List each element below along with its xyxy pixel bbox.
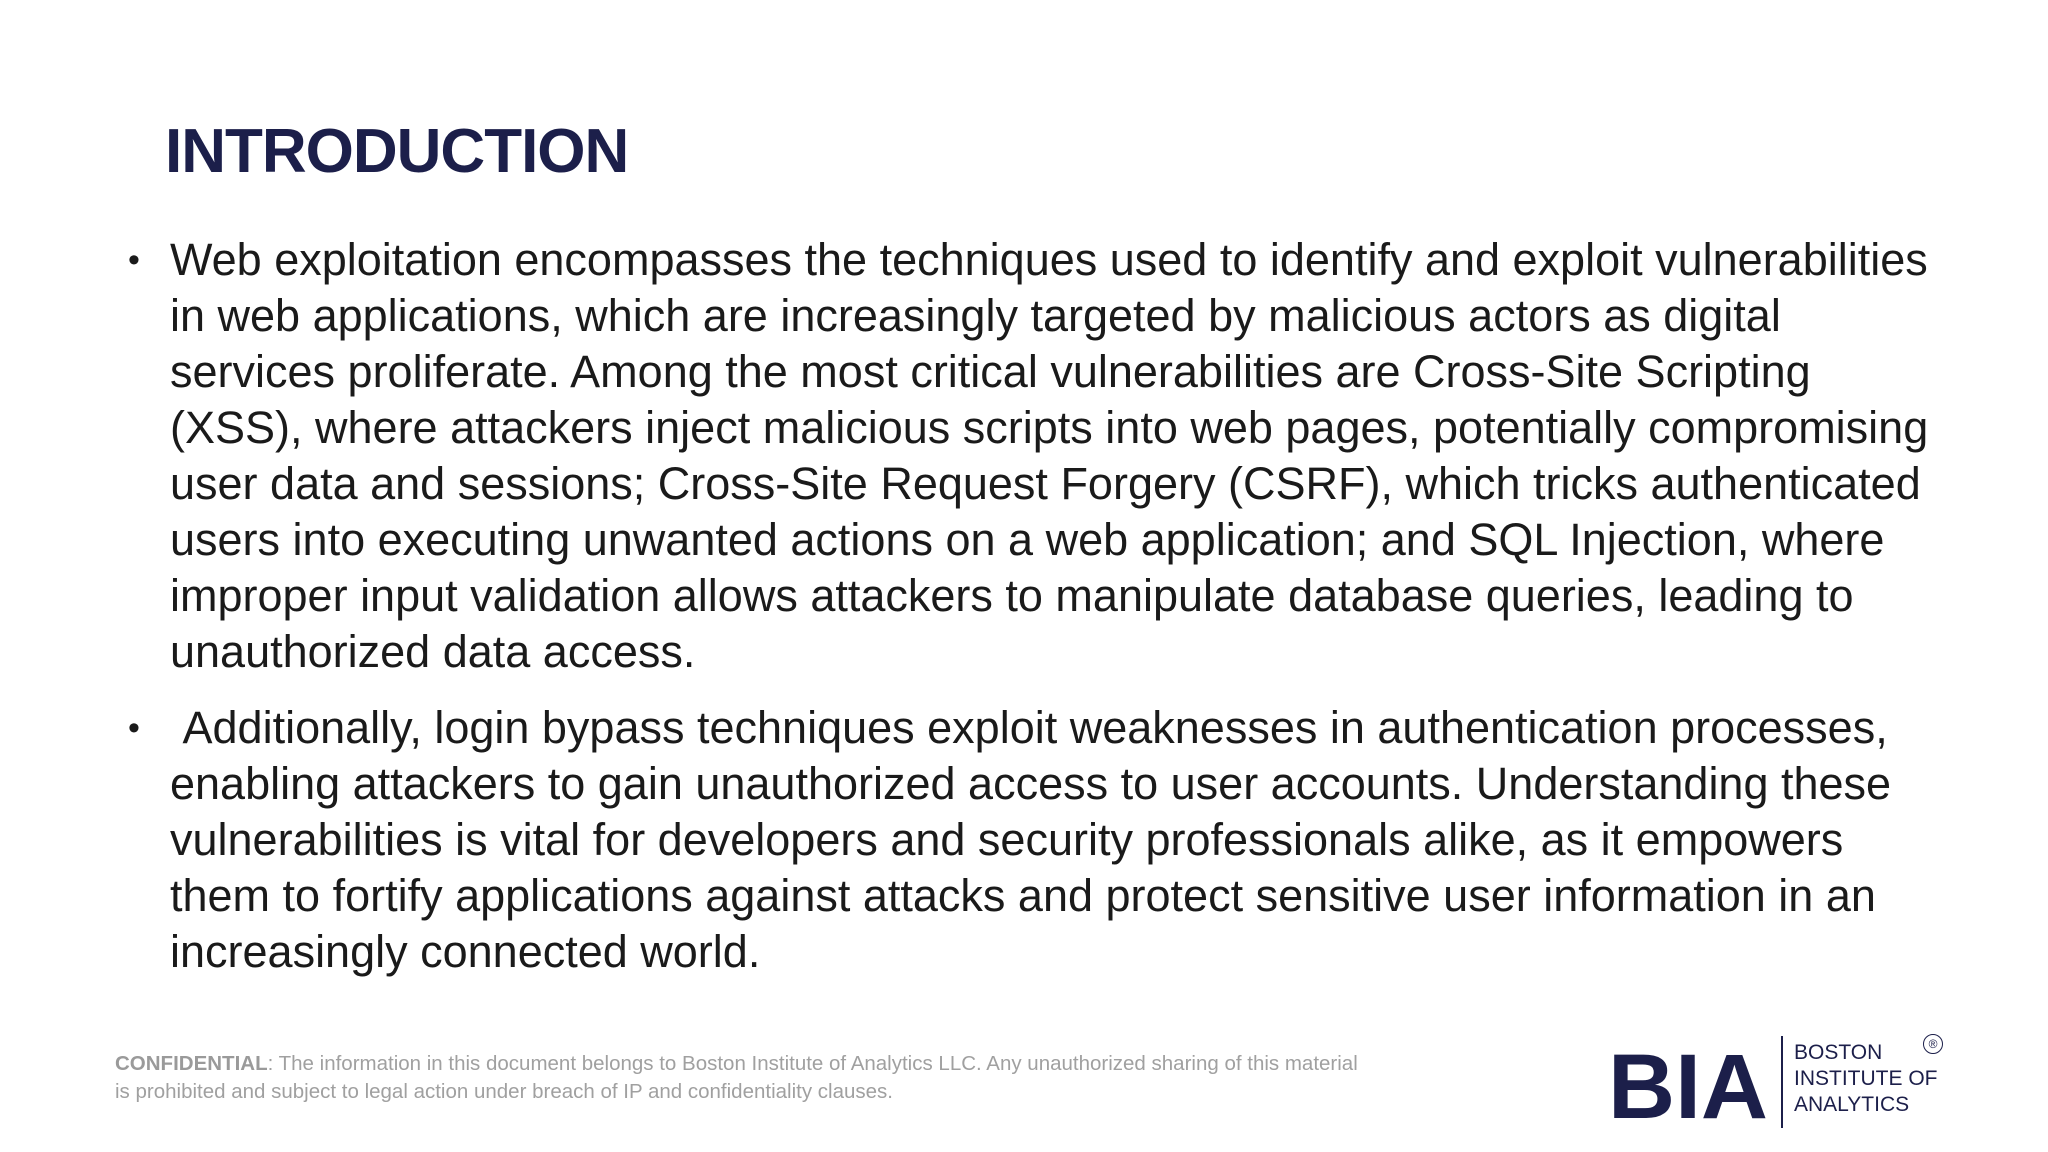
- bullet-marker: •: [128, 709, 140, 747]
- bullet-text: Web exploitation encompasses the techniques used to identify and exploit vulnerabilities in web applications, which are increasingly targeted by malicious actors as digital services proliferate. Among the most critical vulnerabilities are Cross-Site Scripting (XSS), where attackers inject malicious scripts into web pages, potentially compromising user data and sessions; Cross-Site Request Forgery (CSRF), which tricks authenticated users into executing unwanted actions on a web application; and SQL Injection, where improper input validation allows attackers to manipulate database queries, leading to unauthorized data access.: [170, 234, 1929, 677]
- logo-line-analytics: ANALYTICS: [1794, 1093, 1910, 1116]
- confidentiality-notice: [115, 1050, 1365, 1106]
- logo-wordmark: [1794, 1040, 1938, 1118]
- bia-logo-mark-text: BIA: [1608, 1044, 1768, 1126]
- logo-divider: [1781, 1036, 1783, 1128]
- logo-line-institute: INSTITUTE OF: [1794, 1067, 1938, 1090]
- bullet-item: [128, 232, 1948, 680]
- slide-title: INTRODUCTION: [165, 117, 629, 186]
- confidential-text: : The information in this document belongs to Boston Institute of Analytics LLC. Any unauthorized sharing of this material is prohibited and subject to legal action under breach of IP and confidentiality clauses.: [115, 1052, 1358, 1103]
- registered-trademark-icon: ®: [1923, 1034, 1943, 1054]
- confidential-label: CONFIDENTIAL: [115, 1052, 268, 1075]
- bullet-list: [128, 232, 1948, 1000]
- logo-line-boston: BOSTON: [1794, 1041, 1883, 1064]
- bia-logo: [1608, 1030, 1948, 1130]
- bullet-text: Additionally, login bypass techniques exploit weaknesses in authentication processes, enabling attackers to gain unauthorized access to user accounts. Understanding these vulnerabilities is vital for developers and security professionals alike, as it empowers them to fortify applications against attacks and protect sensitive user information in an increasingly connected world.: [170, 702, 1904, 977]
- bullet-item: [128, 700, 1948, 980]
- bullet-marker: •: [128, 241, 140, 279]
- bia-logo-mark: [1608, 1044, 1768, 1126]
